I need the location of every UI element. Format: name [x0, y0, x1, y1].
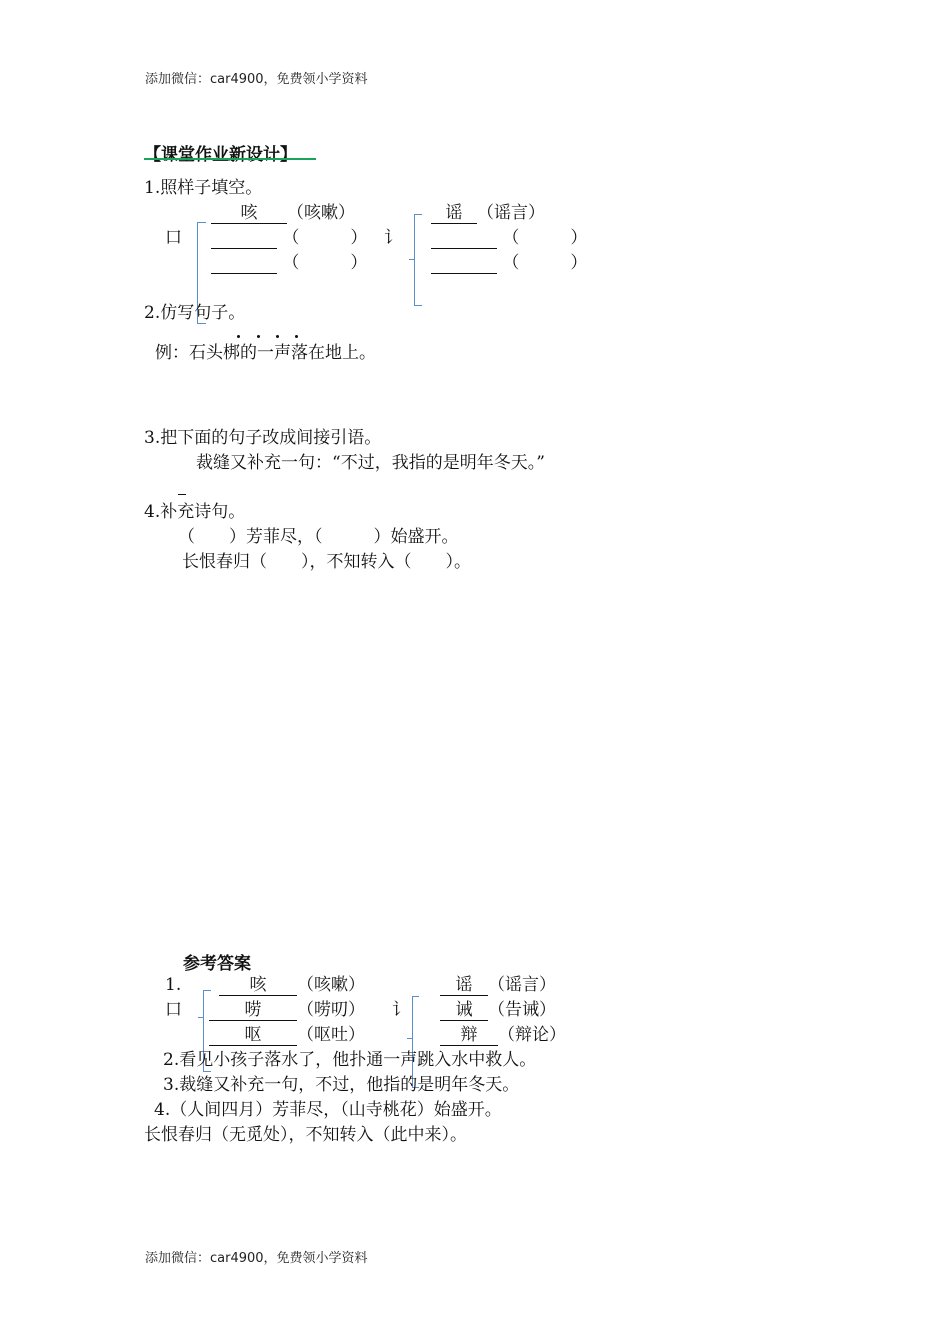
answers-right-char: 谣 [440, 975, 488, 996]
page-header: 添加微信：car4900，免费领小学资料 [145, 72, 368, 87]
answers-left-word: （呕吐） [297, 1025, 365, 1045]
answers-right-char: 诫 [440, 1000, 488, 1021]
answers-left-char: 唠 [209, 1000, 297, 1021]
q1-right-brace-tick [409, 259, 415, 260]
answers-left-word: （唠叨） [297, 1000, 365, 1020]
q4-line2: 长恨春归（ ），不知转入（ ）。 [182, 552, 471, 572]
answers-left-char: 咳 [219, 975, 297, 996]
q1-right-row-2 [431, 227, 587, 249]
q1-left-example-char: 咳 [211, 203, 287, 224]
q1-left-example-word: （咳嗽） [287, 203, 355, 223]
answers-right-radical: 讠 [392, 1000, 409, 1020]
q4-label: 4.补充诗句。 [144, 502, 246, 522]
q1-left-blank[interactable] [211, 228, 277, 249]
q1-left-row-2 [211, 227, 367, 249]
q1-right-example-char: 谣 [431, 203, 477, 224]
answers-right-brace-tick [407, 1038, 413, 1039]
q1-right-paren: （ ） [502, 228, 588, 248]
q1-right-blank[interactable] [431, 253, 497, 274]
answers-left-word: （咳嗽） [297, 975, 365, 995]
q1-right-row-1 [431, 202, 545, 224]
answer-2: 2.看见小孩子落水了，他扑通一声跳入水中救人。 [163, 1050, 537, 1070]
answers-title: 参考答案 [183, 954, 251, 974]
q1-left-row-1 [211, 202, 355, 224]
emphasis-dot [295, 335, 298, 338]
answers-right-row [440, 999, 556, 1021]
q1-left-row-3 [211, 252, 367, 274]
q1-left-paren: （ ） [282, 228, 368, 248]
q1-left-blank[interactable] [211, 253, 277, 274]
q3-label: 3.把下面的句子改成间接引语。 [144, 428, 382, 448]
answers-right-char: 辩 [440, 1025, 498, 1046]
answer-4-line1: 4.（人间四月）芳菲尽，（山寺桃花）始盛开。 [154, 1100, 502, 1120]
q1-left-radical: 口 [165, 228, 182, 248]
page-footer: 添加微信：car4900，免费领小学资料 [145, 1251, 368, 1266]
answers-right-word: （谣言） [488, 975, 556, 995]
answers-left-row [209, 1024, 365, 1046]
q1-right-blank[interactable] [431, 228, 497, 249]
answers-left-row [219, 974, 365, 996]
answers-right-row [440, 974, 556, 996]
answer-4-line2: 长恨春归（无觅处），不知转入（此中来）。 [144, 1125, 467, 1145]
q4-line1: （ ）芳菲尽，（ ）始盛开。 [178, 527, 459, 547]
q1-label: 1.照样子填空。 [144, 178, 263, 198]
emphasis-dot [257, 335, 260, 338]
q1-right-radical: 讠 [384, 228, 401, 248]
answers-left-row [209, 999, 365, 1021]
q3-sentence: 裁缝又补充一句：“不过，我指的是明年冬天。” [196, 453, 545, 473]
answer-3: 3.裁缝又补充一句，不过，他指的是明年冬天。 [163, 1075, 520, 1095]
answers-num1: 1. [165, 975, 182, 995]
answers-left-brace-tick [198, 1017, 204, 1018]
q3-answer-mark [178, 494, 186, 495]
q1-right-brace [414, 214, 422, 306]
q1-left-paren: （ ） [282, 253, 368, 273]
title-underline [144, 158, 316, 160]
q2-example: 例：石头梆的一声落在地上。 [155, 343, 376, 363]
emphasis-dot [276, 335, 279, 338]
answers-right-row [440, 1024, 566, 1046]
answers-left-char: 呕 [209, 1025, 297, 1046]
answers-left-radical: 口 [165, 1000, 182, 1020]
section-title: 【课堂作业新设计】 [144, 145, 297, 165]
answers-right-word: （辩论） [498, 1025, 566, 1045]
emphasis-dot [237, 335, 240, 338]
answers-right-word: （告诫） [488, 1000, 556, 1020]
q1-right-paren: （ ） [502, 253, 588, 273]
q1-right-example-word: （谣言） [477, 203, 545, 223]
q1-right-row-3 [431, 252, 587, 274]
q2-label: 2.仿写句子。 [144, 303, 246, 323]
